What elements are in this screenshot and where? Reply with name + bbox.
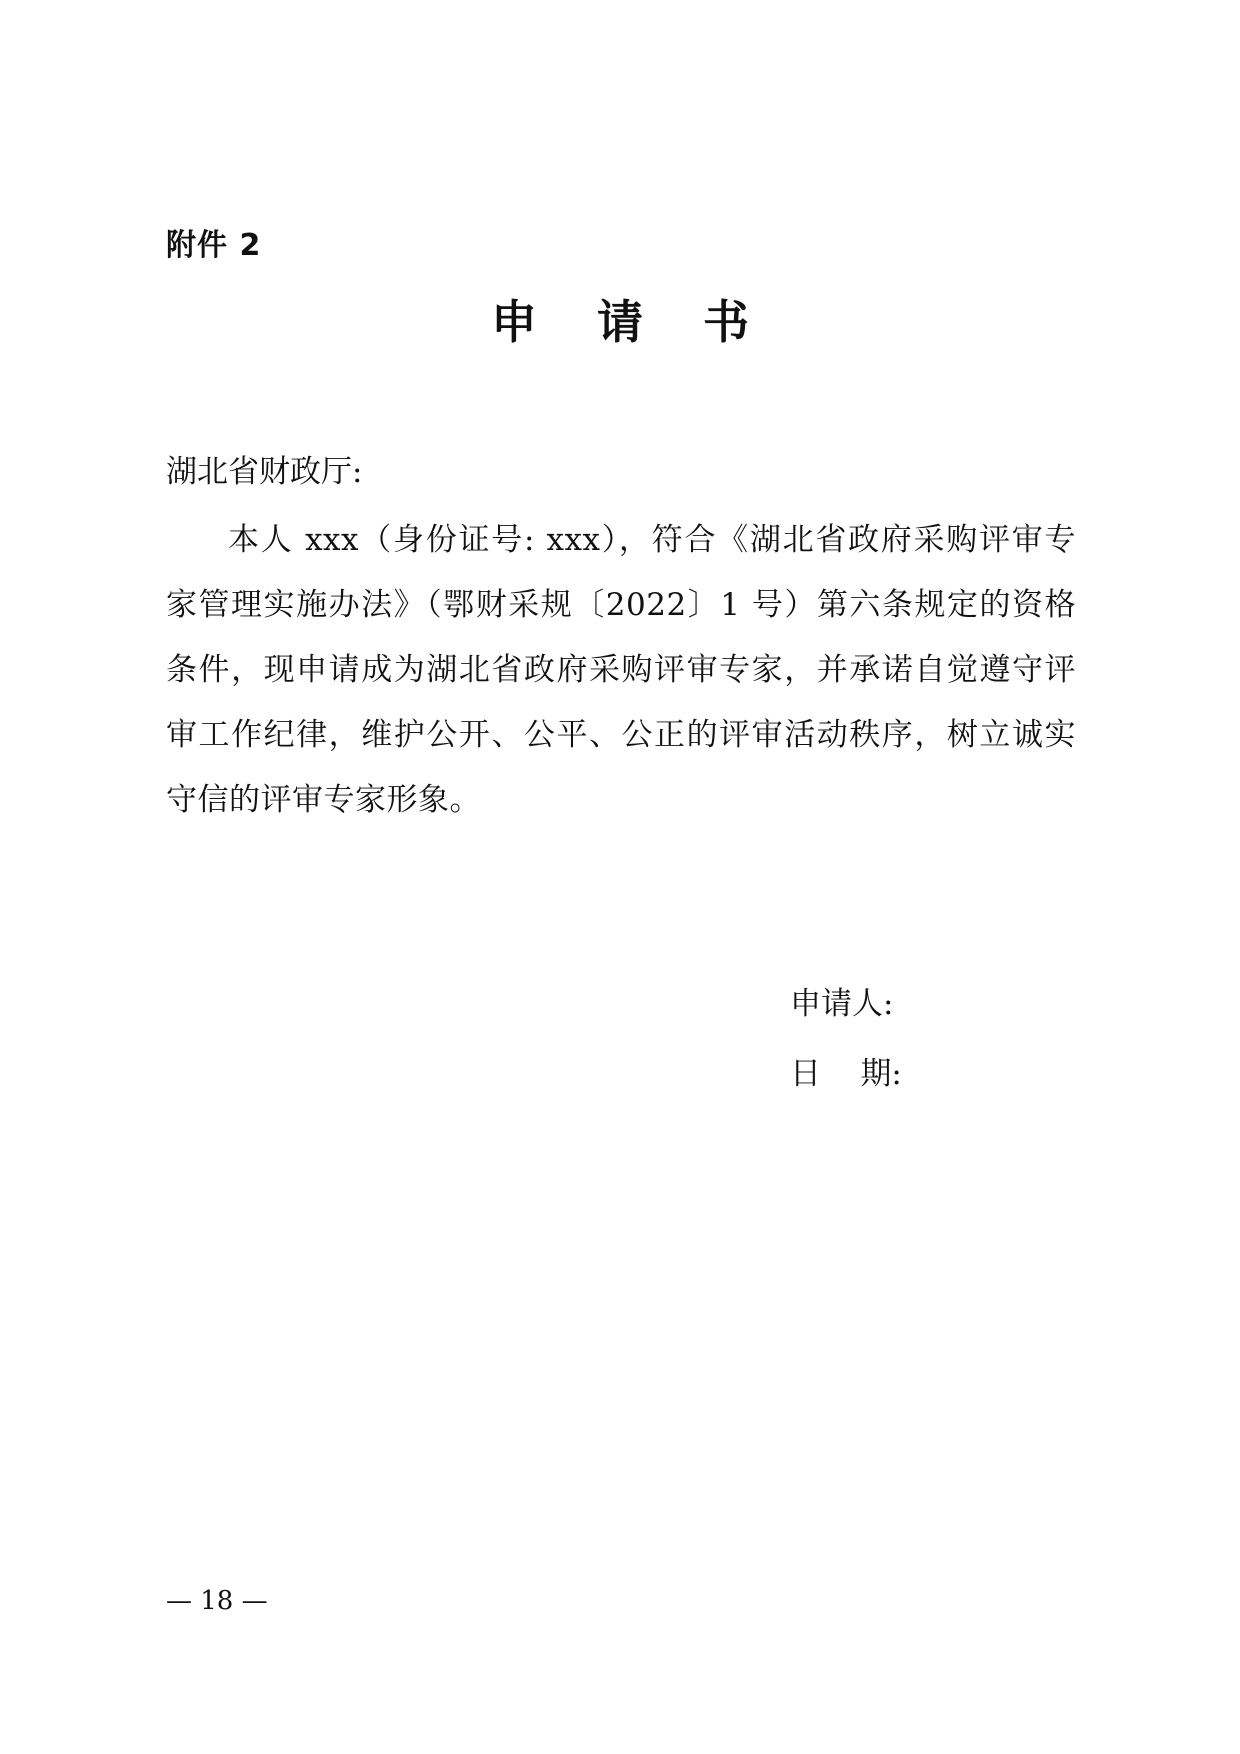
date-label: 日 期: [790,1056,902,1092]
document-title: 申请书 [491,295,809,349]
page-number: — 18 — [166,1586,268,1616]
applicant-label: 申请人: [790,986,894,1022]
attachment-label: 附件 2 [166,228,262,263]
body-paragraph: 本人 xxx（身份证号: xxx），符合《湖北省政府采购评审专家管理实施办法》（鄂财采规〔2022〕1 号）第六条规定的资格条件，现申请成为湖北省政府采购评审专家，并承诺自觉遵守评审工作纪律，维护公开、公平、公正的评审活动秩序，树立诚实守信的评审专家形象。 [166,522,1076,818]
salutation: 湖北省财政厅: [166,454,363,490]
